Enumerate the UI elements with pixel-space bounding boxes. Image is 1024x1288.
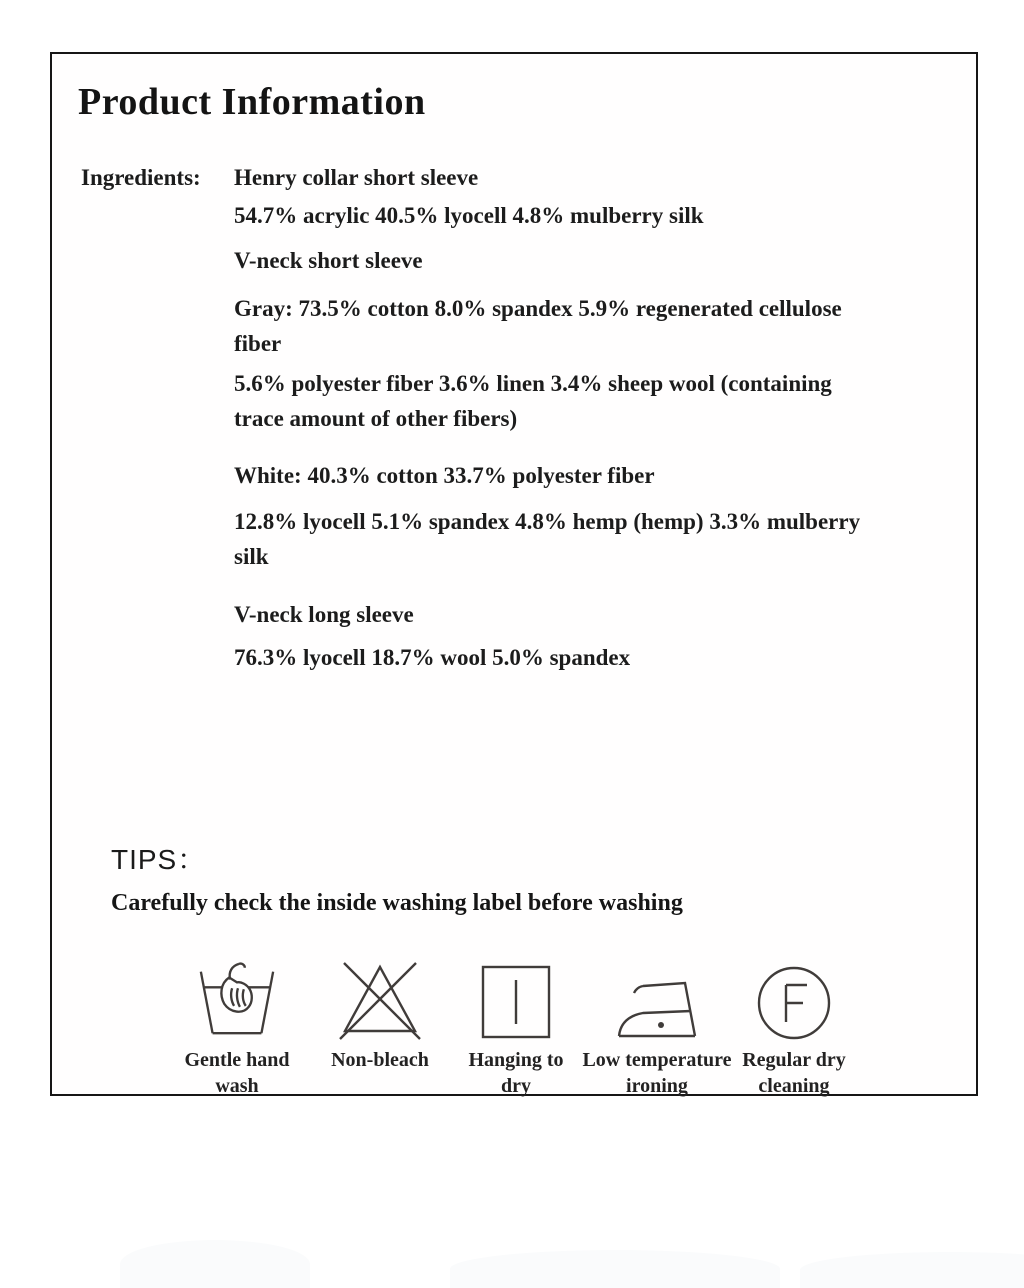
ingredient-line: Henry collar short sleeve xyxy=(234,165,479,190)
care-label: Regular dry cleaning xyxy=(742,1049,846,1097)
ingredients-content xyxy=(234,160,951,675)
ingredient-line: 76.3% lyocell 18.7% wool 5.0% spandex xyxy=(234,645,631,670)
ingredient-line: 54.7% acrylic 40.5% lyocell 4.8% mulberry silk xyxy=(234,203,704,228)
ingredient-line: White: 40.3% cotton 33.7% polyester fiber xyxy=(234,463,655,488)
scan-artifact xyxy=(120,1240,310,1288)
ingredient-line: trace amount of other fibers) xyxy=(234,406,518,431)
scan-artifact xyxy=(450,1250,780,1288)
ingredients-section xyxy=(81,160,951,675)
dry-clean-f-icon xyxy=(755,956,833,1042)
page-title: Product Information xyxy=(78,81,426,123)
care-item-hand-wash xyxy=(162,956,312,1099)
ingredient-line: 5.6% polyester fiber 3.6% linen 3.4% sheep wool (containing xyxy=(234,371,832,396)
ingredient-line: V-neck long sleeve xyxy=(234,602,414,627)
ingredients-label: Ingredients: xyxy=(81,165,201,190)
hang-dry-icon xyxy=(478,956,554,1042)
care-label: Hanging to dry xyxy=(468,1049,564,1097)
hand-wash-icon xyxy=(188,956,286,1042)
low-temp-iron-icon xyxy=(609,956,705,1042)
ingredient-line: V-neck short sleeve xyxy=(234,248,423,273)
care-label: Non-bleach xyxy=(331,1049,429,1071)
ingredient-line: silk xyxy=(234,544,269,569)
care-item-non-bleach xyxy=(305,956,455,1073)
product-info-panel xyxy=(50,52,978,1096)
care-symbols-row xyxy=(52,956,972,1106)
care-item-dry-clean xyxy=(719,956,869,1099)
ingredient-line: fiber xyxy=(234,331,282,356)
care-item-hang-dry xyxy=(441,956,591,1099)
non-bleach-icon xyxy=(330,956,430,1042)
scan-artifact xyxy=(800,1252,1024,1288)
tips-note: Carefully check the inside washing label before washing xyxy=(111,890,683,916)
care-item-low-temp-iron xyxy=(582,956,732,1099)
ingredient-line: 12.8% lyocell 5.1% spandex 4.8% hemp (hemp) 3.3% mulberry xyxy=(234,509,861,534)
ingredient-line: Gray: 73.5% cotton 8.0% spandex 5.9% regenerated cellulose xyxy=(234,296,842,321)
care-label: Low temperature ironing xyxy=(582,1049,732,1097)
care-label: Gentle hand wash xyxy=(184,1049,290,1097)
tips-heading: TIPS： xyxy=(111,844,207,875)
